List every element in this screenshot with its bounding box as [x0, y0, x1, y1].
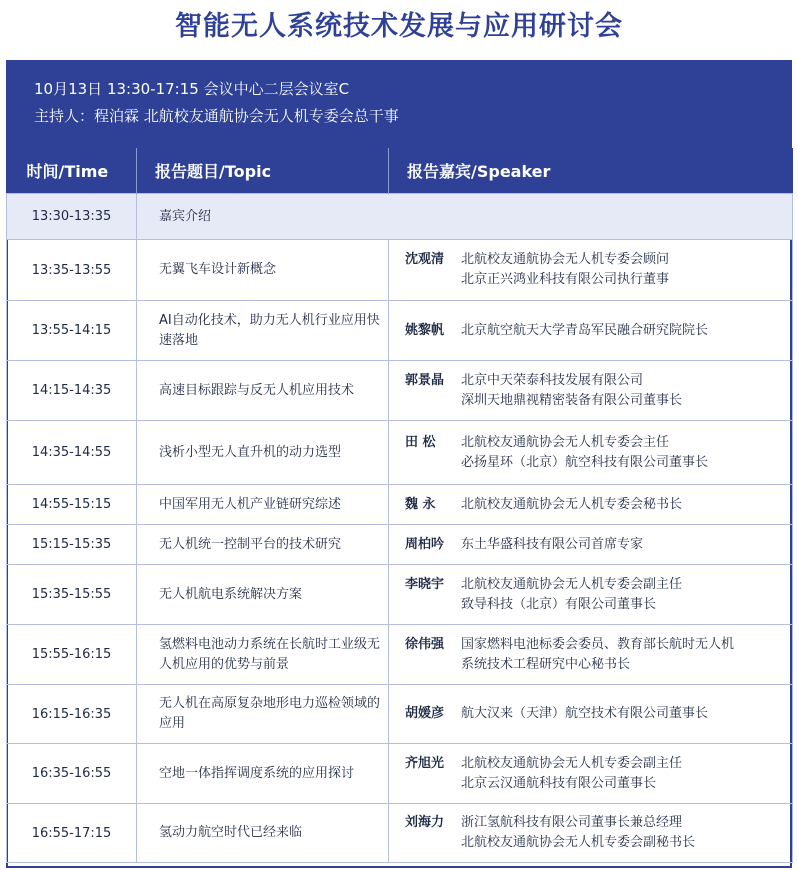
speaker-name: 刘海力	[405, 815, 445, 830]
row-speaker-cell	[389, 525, 793, 565]
speaker-name: 田 松	[405, 434, 436, 450]
row-speaker-cell	[389, 240, 793, 301]
row-speaker-cell	[389, 361, 793, 421]
row-speaker-cell	[389, 301, 793, 361]
speaker-affiliation	[461, 575, 682, 615]
row-speaker-cell	[389, 804, 793, 863]
row-topic: 无人机统一控制平台的技术研究	[137, 525, 389, 565]
header-topic: 报告题目/Topic	[137, 148, 389, 194]
speaker-block	[389, 704, 792, 724]
session-info	[6, 60, 792, 148]
table-row	[7, 301, 793, 361]
row-topic: 无人机航电系统解决方案	[137, 565, 389, 625]
row-topic: 高速目标跟踪与反无人机应用技术	[137, 361, 389, 421]
row-time: 15:15-15:35	[7, 525, 137, 565]
table-row	[7, 804, 793, 863]
speaker-name: 魏 永	[405, 496, 436, 512]
speaker-name: 姚黎帆	[405, 322, 445, 338]
row-topic: AI自动化技术，助力无人机行业应用快速落地	[137, 301, 389, 361]
row-topic: 无人机在高原复杂地形电力巡检领域的应用	[137, 685, 389, 744]
row-speaker-cell	[389, 744, 793, 804]
speaker-name: 胡媛彦	[405, 706, 445, 721]
row-time: 14:55-15:15	[7, 485, 137, 525]
speaker-block	[389, 250, 792, 290]
affiliation-line: 北京航空航天大学青岛军民融合研究院院长	[461, 322, 709, 338]
speaker-name: 李晓宇	[405, 576, 445, 592]
affiliation-line: 东土华盛科技有限公司首席专家	[461, 536, 644, 552]
table-row	[7, 240, 793, 301]
affiliation-line: 国家燃料电池标委会委员、教育部长航时无人机	[461, 636, 735, 652]
row-speaker-cell	[389, 625, 793, 685]
affiliation-line: 北航校友通航协会无人机专委会主任	[461, 434, 670, 450]
affiliation-line: 深圳天地鼎视精密装备有限公司董事长	[461, 392, 683, 408]
row-time: 15:35-15:55	[7, 565, 137, 625]
speaker-affiliation	[461, 535, 643, 555]
table-row	[7, 485, 793, 525]
speaker-block	[389, 321, 792, 341]
row-topic: 无翼飞车设计新概念	[137, 240, 389, 301]
affiliation-line: 北航校友通航协会无人机专委会副秘书长	[461, 835, 696, 850]
speaker-affiliation	[461, 371, 682, 411]
row-topic: 浅析小型无人直升机的动力选型	[137, 421, 389, 485]
table-row	[7, 565, 793, 625]
speaker-affiliation	[461, 813, 695, 853]
speaker-block	[389, 433, 792, 473]
affiliation-line: 系统技术工程研究中心秘书长	[461, 656, 631, 672]
speaker-block	[389, 535, 792, 555]
speaker-affiliation	[461, 433, 708, 473]
table-row	[7, 361, 793, 421]
speaker-affiliation	[461, 321, 708, 341]
speaker-name: 徐伟强	[405, 636, 445, 652]
row-time: 14:35-14:55	[7, 421, 137, 485]
row-time: 14:15-14:35	[7, 361, 137, 421]
row-time: 13:55-14:15	[7, 301, 137, 361]
affiliation-line: 北京正兴鸿业科技有限公司执行董事	[461, 272, 670, 287]
affiliation-line: 北航校友通航协会无人机专委会秘书长	[461, 496, 683, 512]
speaker-affiliation	[461, 635, 734, 675]
speaker-name: 齐旭光	[405, 755, 445, 771]
row-topic: 中国军用无人机产业链研究综述	[137, 485, 389, 525]
speaker-affiliation	[461, 754, 682, 794]
speaker-affiliation	[461, 704, 708, 724]
header-speaker: 报告嘉宾/Speaker	[389, 148, 793, 194]
row-topic: 氢燃料电池动力系统在长航时工业级无人机应用的优势与前景	[137, 625, 389, 685]
table-row	[7, 625, 793, 685]
affiliation-line: 北航校友通航协会无人机专委会副主任	[461, 755, 683, 771]
session-date-time-place: 10月13日 13:30-17:15 会议中心二层会议室C	[34, 80, 350, 98]
speaker-name: 周柏吟	[405, 536, 445, 552]
intro-time: 13:30-13:35	[7, 194, 137, 240]
speaker-block	[389, 754, 792, 794]
speaker-block	[389, 575, 792, 615]
row-time: 16:55-17:15	[7, 804, 137, 863]
row-time: 16:15-16:35	[7, 685, 137, 744]
table-row	[7, 525, 793, 565]
row-topic: 空地一体指挥调度系统的应用探讨	[137, 744, 389, 804]
intro-row	[7, 194, 793, 240]
page-title: 智能无人系统技术发展与应用研讨会	[175, 11, 623, 42]
row-speaker-cell	[389, 485, 793, 525]
affiliation-line: 北航校友通航协会无人机专委会副主任	[461, 576, 683, 592]
affiliation-line: 航大汉来（天津）航空技术有限公司董事长	[461, 706, 709, 721]
table-row	[7, 744, 793, 804]
affiliation-line: 必扬星环（北京）航空科技有限公司董事长	[461, 454, 709, 470]
speaker-block	[389, 635, 792, 675]
affiliation-line: 北京中天荣泰科技发展有限公司	[461, 372, 644, 388]
table-row	[7, 685, 793, 744]
row-time: 13:35-13:55	[7, 240, 137, 301]
speaker-block	[389, 495, 792, 515]
table-row	[7, 421, 793, 485]
row-speaker-cell	[389, 685, 793, 744]
intro-topic: 嘉宾介绍	[137, 194, 793, 240]
affiliation-line: 北航校友通航协会无人机专委会顾问	[461, 252, 670, 267]
speaker-block	[389, 371, 792, 411]
header-time: 时间/Time	[7, 148, 137, 194]
speaker-affiliation	[461, 495, 682, 515]
row-speaker-cell	[389, 421, 793, 485]
session-host: 主持人：程泊霖 北航校友通航协会无人机专委会总干事	[34, 107, 399, 125]
row-speaker-cell	[389, 565, 793, 625]
schedule-table	[6, 148, 793, 863]
row-time: 16:35-16:55	[7, 744, 137, 804]
speaker-name: 郭景晶	[405, 372, 445, 388]
affiliation-line: 北京云汉通航科技有限公司董事长	[461, 775, 657, 791]
speaker-name: 沈观清	[405, 252, 445, 267]
affiliation-line: 致导科技（北京）有限公司董事长	[461, 596, 657, 612]
row-topic: 氢动力航空时代已经来临	[137, 804, 389, 863]
speaker-affiliation	[461, 250, 669, 290]
affiliation-line: 浙江氢航科技有限公司董事长兼总经理	[461, 815, 683, 830]
row-time: 15:55-16:15	[7, 625, 137, 685]
table-header-row	[7, 148, 793, 194]
speaker-block	[389, 813, 792, 853]
